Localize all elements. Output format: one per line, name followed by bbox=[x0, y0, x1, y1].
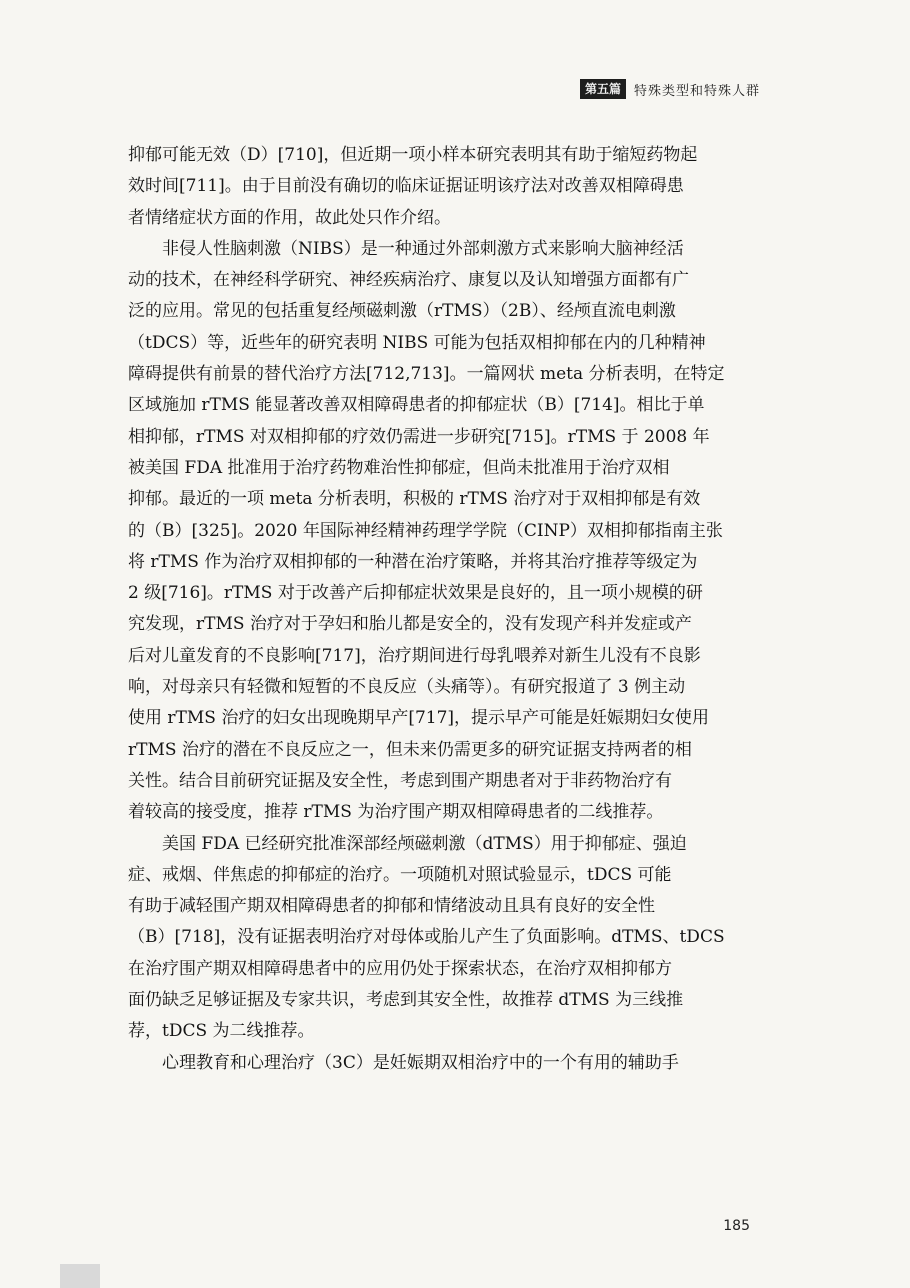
text-line: 美国 FDA 已经研究批准深部经颅磁刺激（dTMS）用于抑郁症、强迫 bbox=[162, 833, 687, 854]
body-text bbox=[128, 140, 748, 1079]
text-line: 相抑郁，rTMS 对双相抑郁的疗效仍需进一步研究[715]。rTMS 于 2008 年 bbox=[128, 426, 710, 447]
text-line: 抑郁可能无效（D）[710]，但近期一项小样本研究表明其有助于缩短药物起 bbox=[128, 145, 698, 165]
text-line: 效时间[711]。由于目前没有确切的临床证据证明该疗法对改善双相障碍患 bbox=[128, 176, 684, 197]
page-number: 185 bbox=[723, 1218, 750, 1234]
text-line: 将 rTMS 作为治疗双相抑郁的一种潜在治疗策略，并将其治疗推荐等级定为 bbox=[128, 551, 698, 572]
text-line: 非侵人性脑刺激（NIBS）是一种通过外部刺激方式来影响大脑神经活 bbox=[162, 238, 684, 259]
text-line: 动的技术，在神经科学研究、神经疾病治疗、康复以及认知增强方面都有广 bbox=[128, 270, 689, 291]
text-line: 泛的应用。常见的包括重复经颅磁刺激（rTMS）（2B）、经颅直流电刺激 bbox=[128, 301, 676, 322]
text-line: 区域施加 rTMS 能显著改善双相障碍患者的抑郁症状（B）[714]。相比于单 bbox=[128, 395, 705, 416]
running-header bbox=[580, 78, 760, 100]
text-line: 荐，tDCS 为二线推荐。 bbox=[128, 1021, 315, 1042]
text-line: 响，对母亲只有轻微和短暂的不良反应（头痛等）。有研究报道了 3 例主动 bbox=[128, 677, 686, 698]
text-line: 使用 rTMS 治疗的妇女出现晚期早产[717]，提示早产可能是妊娠期妇女使用 bbox=[128, 708, 710, 729]
text-line: 面仍缺乏足够证据及专家共识，考虑到其安全性，故推荐 dTMS 为三线推 bbox=[128, 990, 684, 1011]
scan-edge bbox=[60, 1264, 100, 1288]
text-line: 症、戒烟、伴焦虑的抑郁症的治疗。一项随机对照试验显示，tDCS 可能 bbox=[128, 864, 672, 885]
text-line: 后对儿童发育的不良影响[717]，治疗期间进行母乳喂养对新生儿没有不良影 bbox=[128, 645, 701, 666]
chapter-title: 特殊类型和特殊人群 bbox=[633, 83, 760, 99]
text-line: 关性。结合目前研究证据及安全性，考虑到围产期患者对于非药物治疗有 bbox=[128, 770, 672, 791]
text-line: 的（B）[325]。2020 年国际神经精神药理学学院（CINP）双相抑郁指南主张 bbox=[128, 520, 723, 541]
text-line: 障碍提供有前景的替代治疗方法[712,713]。一篇网状 meta 分析表明，在特定 bbox=[128, 364, 725, 385]
text-line: 被美国 FDA 批准用于治疗药物难治性抑郁症，但尚未批准用于治疗双相 bbox=[128, 457, 670, 478]
text-line: 有助于减轻围产期双相障碍患者的抑郁和情绪波动且具有良好的安全性 bbox=[128, 896, 655, 917]
text-line: rTMS 治疗的潜在不良反应之一，但未来仍需更多的研究证据支持两者的相 bbox=[128, 739, 692, 760]
text-line: 抑郁。最近的一项 meta 分析表明，积极的 rTMS 治疗对于双相抑郁是有效 bbox=[128, 489, 701, 510]
text-line: （B）[718]，没有证据表明治疗对母体或胎儿产生了负面影响。dTMS、tDCS bbox=[128, 927, 725, 948]
text-line: 在治疗围产期双相障碍患者中的应用仍处于探索状态，在治疗双相抑郁方 bbox=[128, 958, 672, 979]
text-line: 着较高的接受度，推荐 rTMS 为治疗围产期双相障碍患者的二线推荐。 bbox=[128, 802, 664, 823]
text-line: 2 级[716]。rTMS 对于改善产后抑郁症状效果是良好的，且一项小规模的研 bbox=[128, 583, 703, 604]
chapter-label: 第五篇 bbox=[580, 79, 626, 99]
text-line: 心理教育和心理治疗（3C）是妊娠期双相治疗中的一个有用的辅助手 bbox=[162, 1052, 679, 1073]
text-line: （tDCS）等，近些年的研究表明 NIBS 可能为包括双相抑郁在内的几种精神 bbox=[128, 332, 706, 353]
text-line: 究发现，rTMS 治疗对于孕妇和胎儿都是安全的，没有发现产科并发症或产 bbox=[128, 614, 692, 635]
text-line: 者情绪症状方面的作用，故此处只作介绍。 bbox=[128, 207, 451, 228]
